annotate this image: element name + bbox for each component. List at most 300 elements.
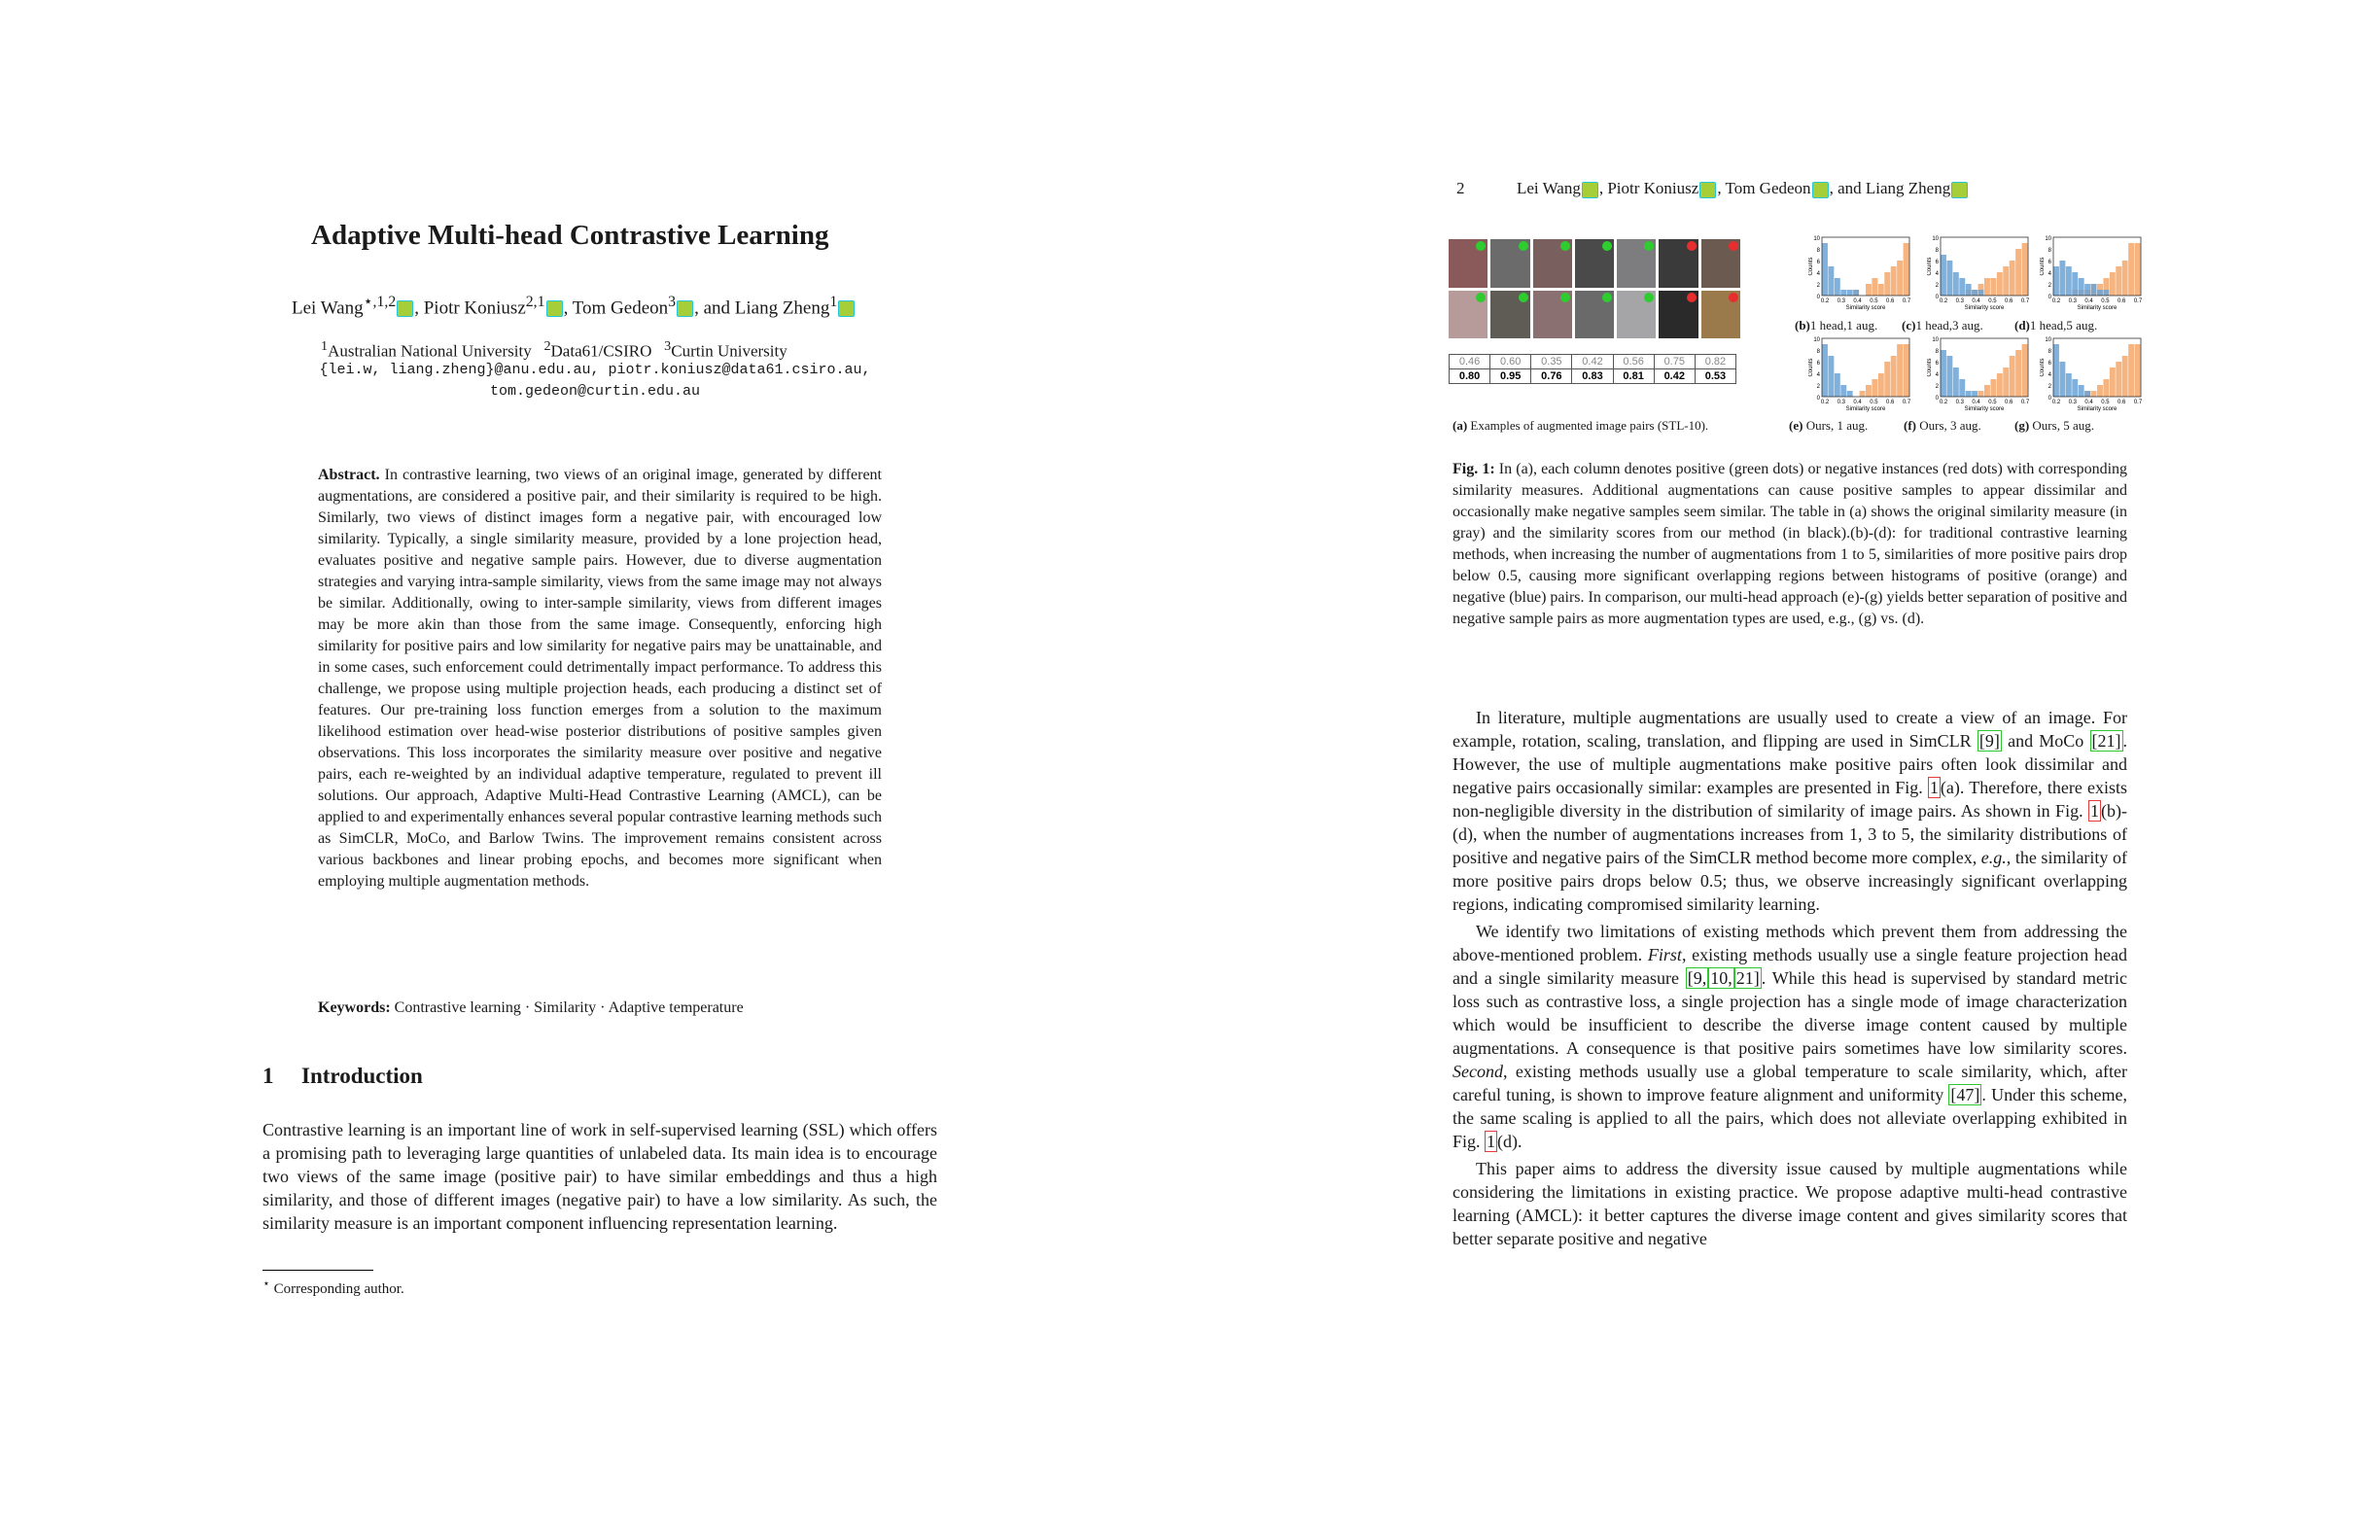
positive-bar: [2122, 356, 2128, 397]
table-cell: 0.46: [1450, 355, 1490, 369]
text-run: Second: [1452, 1062, 1503, 1081]
x-tick-label: 0.4: [1853, 400, 1862, 405]
y-tick-label: 2: [1935, 283, 1939, 289]
paragraph: This paper aims to address the diversity issue caused by multiple augmentations while considering the limitations in existing practice. We propose adaptive multi-head contrastive learning (AMCL): it better captures the diverse image content and gives similarity scores that better separate positive and negative: [1452, 1159, 2127, 1248]
x-tick-label: 0.3: [2068, 298, 2077, 304]
page-number: 2: [1456, 179, 1465, 197]
text-run: First: [1647, 945, 1682, 964]
email-line[interactable]: {lei.w, liang.zheng}@anu.edu.au, piotr.koniusz@data61.csiro.au,: [319, 362, 871, 378]
augmented-image-thumbnail: [1575, 291, 1614, 339]
positive-bar: [1904, 344, 1909, 397]
table-cell: 0.53: [1695, 369, 1735, 384]
y-tick-label: 0: [1816, 295, 1820, 300]
negative-dot: [1687, 241, 1697, 251]
text-run: and MoCo: [2001, 731, 2090, 751]
positive-bar: [2010, 356, 2015, 397]
positive-dot: [1644, 241, 1654, 251]
similarity-table: [1449, 354, 1736, 384]
y-tick-label: 6: [2048, 361, 2051, 367]
y-tick-label: 8: [1816, 248, 1820, 254]
x-tick-label: 0.3: [2068, 400, 2077, 405]
x-tick-label: 0.7: [2020, 400, 2030, 405]
author-name: Piotr Koniusz: [1607, 179, 1699, 197]
y-tick-label: 10: [1813, 337, 1820, 343]
negative-bar: [2072, 379, 2078, 397]
x-tick-label: 0.3: [1837, 298, 1845, 304]
x-tick-label: 0.7: [2133, 400, 2143, 405]
x-tick-label: 0.2: [1820, 298, 1830, 304]
table-cell: 0.82: [1695, 355, 1735, 369]
similarity-histogram: [1808, 334, 1911, 414]
positive-dot: [1602, 293, 1612, 302]
intro-paragraph: Contrastive learning is an important line of work in self-supervised learning (SSL) which offers a promising path to leveraging large quantities of unlabeled data. Its main idea is to encourage two views of the same image (positive pair) to have similar embeddings and thus a high similarity, and those of different images (negative pair) to have a low similarity. As such, the similarity measure is an important component influencing representation learning.: [262, 1120, 937, 1233]
author-separator: ,: [414, 298, 424, 319]
author-name: Lei Wang: [292, 298, 364, 319]
y-tick-label: 4: [1935, 271, 1939, 277]
email-line[interactable]: tom.gedeon@curtin.edu.au: [489, 383, 701, 400]
y-axis-label: Counts: [1808, 257, 1814, 276]
positive-bar: [2003, 266, 2009, 296]
affil-sup: 2: [543, 338, 551, 354]
x-tick-label: 0.7: [2020, 298, 2030, 304]
citation-link[interactable]: [47]: [1950, 1085, 1980, 1104]
augmented-image-thumbnail: [1490, 291, 1529, 339]
text-run: , the similarity of more positive pairs drops below 0.5; thus, we observe increasingly significant overlapping regions, indicating compromised similarity learning.: [1452, 848, 2128, 914]
augmented-image-thumbnail: [1575, 239, 1614, 288]
negative-bar: [1941, 350, 1946, 397]
subcaption-g: [2014, 418, 2094, 434]
author-separator: ,: [1717, 179, 1726, 197]
author-sup: 3: [668, 294, 677, 310]
subcaption-label: (g): [2014, 418, 2030, 433]
positive-dot: [1519, 293, 1528, 302]
positive-bar: [1891, 266, 1897, 296]
negative-bar: [1822, 243, 1828, 296]
positive-bar: [2116, 266, 2121, 296]
augmented-image-thumbnail: [1533, 291, 1572, 339]
author-name: Tom Gedeon: [1725, 179, 1811, 197]
subcaption-text: Ours, 3 aug.: [1919, 418, 1981, 433]
text-run: (d).: [1497, 1132, 1522, 1151]
negative-bar: [2084, 284, 2090, 296]
positive-bar: [1872, 379, 1877, 397]
y-tick-label: 8: [1935, 349, 1939, 355]
positive-dot: [1644, 293, 1654, 302]
y-tick-label: 2: [2048, 384, 2051, 390]
y-tick-label: 0: [2048, 396, 2051, 402]
augmented-image-thumbnail: [1449, 291, 1488, 339]
text-run: (b)-(d), when the number of augmentations increases from 1, 3 to 5, the similarity distributions of positive and negative pairs of the SimCLR method become more complex,: [1452, 801, 2127, 867]
y-tick-label: 2: [2048, 283, 2051, 289]
text-run: . While this head is supervised by standard metric loss such as contrastive loss, a single projection has a single mode of image characterization which would be insufficient to describe the diverse image content caused by multiple augmentations. A consequence is that positive pairs sometimes have low similarity scores.: [1452, 968, 2127, 1058]
subcaption-label: (f): [1904, 418, 1916, 433]
x-tick-label: 0.6: [2005, 298, 2013, 304]
negative-bar: [2091, 284, 2097, 296]
y-axis-label: Counts: [2040, 358, 2046, 377]
text-run: , existing methods usually use a global temperature to scale similarity, which, after careful tuning, is shown to improve feature alignment and uniformity: [1452, 1062, 2127, 1104]
x-axis-label: Similarity score: [1845, 305, 1886, 311]
negative-bar: [2053, 266, 2059, 296]
subcaption-text: 1 head,3 aug.: [1915, 318, 1983, 332]
running-head: [1517, 179, 1969, 198]
orcid-icon[interactable]: [1951, 182, 1968, 198]
y-tick-label: 4: [1816, 271, 1820, 277]
x-tick-label: 0.4: [1853, 298, 1862, 304]
y-tick-label: 10: [2045, 337, 2051, 343]
positive-dot: [1560, 293, 1570, 302]
ours-similarity-row: [1450, 369, 1736, 384]
orcid-icon[interactable]: [1582, 182, 1598, 198]
positive-bar: [1990, 379, 1996, 397]
affiliation: Australian National University: [328, 341, 532, 361]
positive-bar: [2003, 368, 2009, 397]
augmented-image-thumbnail: [1659, 239, 1698, 288]
positive-bar: [1897, 261, 1903, 296]
augmented-image-thumbnail: [1701, 291, 1740, 339]
table-cell: 0.80: [1450, 369, 1490, 384]
negative-bar: [1847, 391, 1853, 397]
affiliation: Curtin University: [671, 341, 788, 361]
x-tick-label: 0.2: [2051, 298, 2061, 304]
positive-dot: [1519, 241, 1528, 251]
x-tick-label: 0.5: [1870, 298, 1878, 304]
negative-bar: [1972, 391, 1978, 397]
subcaption-text: Ours, 1 aug.: [1805, 418, 1869, 433]
positive-bar: [2110, 272, 2116, 296]
positive-bar: [1978, 391, 1984, 397]
x-axis-label: Similarity score: [2077, 406, 2118, 412]
x-tick-label: 0.7: [1902, 400, 1911, 405]
x-axis-label: Similarity score: [2077, 305, 2118, 311]
subcaption-text: Ours, 5 aug.: [2032, 418, 2094, 433]
author-separator: , and: [694, 298, 735, 319]
subcaption-label: (a): [1452, 418, 1468, 433]
y-tick-label: 10: [1932, 337, 1939, 343]
augmented-image-thumbnail: [1533, 239, 1572, 288]
negative-bar: [1959, 379, 1965, 397]
negative-bar: [2072, 272, 2078, 296]
author-sup: 2,1: [525, 294, 545, 310]
x-tick-label: 0.3: [1955, 298, 1964, 304]
table-cell: 0.75: [1654, 355, 1695, 369]
y-tick-label: 8: [2048, 349, 2051, 355]
negative-bar: [1835, 278, 1840, 296]
subcaption-f: [1904, 418, 1981, 434]
subcaption-text: 1 head,1 aug.: [1809, 318, 1878, 332]
positive-bar: [1872, 278, 1877, 296]
negative-bar: [1822, 344, 1828, 397]
augmented-image-thumbnail: [1449, 239, 1488, 288]
negative-bar: [2059, 261, 2065, 296]
footnote-mark: ⋆: [262, 1277, 270, 1290]
positive-bar: [1884, 272, 1890, 296]
table-cell: 0.83: [1572, 369, 1613, 384]
positive-bar: [2010, 261, 2015, 296]
positive-bar: [2128, 243, 2134, 296]
author-separator: , and: [1829, 179, 1866, 197]
figure-ref-link[interactable]: 1: [1929, 778, 1939, 797]
y-tick-label: 6: [1816, 361, 1820, 367]
negative-bar: [1840, 290, 1846, 296]
positive-bar: [1860, 391, 1866, 397]
affil-sup: 3: [664, 338, 672, 354]
positive-bar: [1997, 373, 2003, 397]
positive-bar: [2122, 261, 2128, 296]
y-axis-label: Counts: [1927, 257, 1933, 276]
negative-bar: [1953, 272, 1959, 296]
figure-label: Fig. 1:: [1452, 461, 1495, 477]
author-name: Liang Zheng: [1865, 179, 1951, 197]
y-tick-label: 10: [2045, 236, 2051, 242]
positive-bar: [2116, 362, 2121, 397]
negative-bar: [2066, 266, 2072, 296]
citation-link[interactable]: [21]: [2091, 731, 2121, 751]
y-tick-label: 4: [2048, 372, 2051, 378]
negative-bar: [1853, 290, 1859, 296]
positive-dot: [1476, 293, 1486, 302]
x-axis-label: Similarity score: [1964, 305, 2005, 311]
negative-dot: [1729, 293, 1738, 302]
figure-ref-link[interactable]: 1: [2090, 801, 2100, 821]
positive-bar: [2015, 350, 2021, 397]
negative-bar: [1972, 290, 1978, 296]
orcid-icon[interactable]: [1699, 182, 1716, 198]
section-number: 1: [262, 1064, 274, 1088]
negative-bar: [1946, 261, 1952, 296]
negative-bar: [1946, 356, 1952, 397]
affiliation: Data61/CSIRO: [550, 341, 652, 361]
x-tick-label: 0.6: [2118, 400, 2126, 405]
x-tick-label: 0.5: [1988, 298, 1997, 304]
positive-bar: [2091, 391, 2097, 397]
y-tick-label: 4: [2048, 271, 2051, 277]
citation-link[interactable]: 21]: [1735, 968, 1760, 988]
abstract-label: Abstract.: [318, 467, 380, 483]
y-tick-label: 0: [1935, 396, 1939, 402]
negative-dot: [1687, 293, 1697, 302]
positive-bar: [1878, 284, 1884, 296]
augmented-image-thumbnail: [1701, 239, 1740, 288]
positive-bar: [1866, 284, 1872, 296]
x-tick-label: 0.2: [1939, 298, 1948, 304]
table-cell: 0.35: [1531, 355, 1572, 369]
positive-bar: [1990, 278, 1996, 296]
y-tick-label: 6: [1935, 260, 1939, 265]
subcaption-text: Examples of augmented image pairs (STL-10).: [1470, 418, 1709, 433]
y-tick-label: 8: [2048, 248, 2051, 254]
author-name: Lei Wang: [1517, 179, 1581, 197]
negative-dot: [1729, 241, 1738, 251]
x-tick-label: 0.2: [1820, 400, 1830, 405]
table-cell: 0.81: [1613, 369, 1654, 384]
x-tick-label: 0.4: [1972, 400, 1980, 405]
y-tick-label: 2: [1935, 384, 1939, 390]
x-axis-label: Similarity score: [1845, 406, 1886, 412]
x-tick-label: 0.2: [1939, 400, 1948, 405]
author-separator: ,: [1598, 179, 1608, 197]
x-tick-label: 0.5: [2101, 400, 2110, 405]
citation-link[interactable]: [9,: [1687, 968, 1707, 988]
positive-bar: [2022, 344, 2028, 397]
negative-bar: [1847, 290, 1853, 296]
similarity-histogram: [1927, 334, 2030, 414]
positive-bar: [1904, 243, 1909, 296]
negative-bar: [1959, 278, 1965, 296]
y-tick-label: 10: [1932, 236, 1939, 242]
affil-sup: 1: [321, 338, 329, 354]
table-cell: 0.42: [1654, 369, 1695, 384]
negative-bar: [1941, 255, 1946, 296]
author-name: Piotr Koniusz: [423, 298, 526, 319]
positive-bar: [1891, 356, 1897, 397]
subcaption-a: [1452, 418, 1708, 434]
positive-bar: [2022, 243, 2028, 296]
negative-bar: [1966, 391, 1972, 397]
body-text: [1452, 706, 2127, 1250]
abstract-text: In contrastive learning, two views of an original image, generated by different augmentations, are considered a positive pair, and their similarity is required to be high. Similarly, two views of distinct images form a negative pair, with encouraged low similarity. Typically, a single similarity measure, provided by a lone projection head, evaluates positive and negative sample pairs. However, due to diverse augmentation strategies and varying intra-sample similarity, views from the same image may not always be similar. Additionally, owing to inter-sample similarity, views from different images may be more akin than those from the same image. Consequently, enforcing high similarity for positive pairs and low similarity for negative pairs may be unattainable, and in some cases, such enforcement could detrimentally impact performance. To address this challenge, we propose using multiple projection heads, each producing a distinct set of features. Our pre-training loss function emerges from a solution to the maximum likelihood estimation over head-wise posterior distributions of positive samples given observations. This loss incorporates the similarity measure over positive and negative pairs, each re-weighted by an individual adaptive temperature, regulated to prevent ill solutions. Our approach, Adaptive Multi-Head Contrastive Learning (AMCL), can be applied to and experimentally enhances several popular contrastive learning methods such as SimCLR, MoCo, and Barlow Twins. The improvement remains consistent across various backbones and linear probing epochs, and becomes more significant when employing multiple augmentation methods.: [318, 467, 883, 890]
text-run: , existing methods usually use a single feature projection head and a single similarity measure: [1452, 945, 2127, 988]
positive-bar: [2015, 249, 2021, 296]
orcid-icon[interactable]: [1812, 182, 1829, 198]
figure-caption-text: In (a), each column denotes positive (green dots) or negative instances (red dots) with corresponding similarity measures. Additional augmentations can cause positive samples to appear dissimilar and occasionally make negative samples seem similar. The table in (a) shows the original similarity measure (in gray) and the similarity scores from our method (in black).(b)-(d): for traditional contrastive learning methods, when increasing the number of augmentations from 1 to 5, similarities of more positive pairs drop below 0.5, causing more significant overlapping regions between histograms of positive (orange) and negative (blue) pairs. In comparison, our multi-head approach (e)-(g) yields better separation of positive and negative sample pairs as more augmentation types are used, e.g., (g) vs. (d).: [1452, 461, 2128, 627]
y-axis-label: Counts: [1927, 358, 1933, 377]
positive-dot: [1602, 241, 1612, 251]
section-title: Introduction: [301, 1064, 423, 1088]
negative-bar: [2059, 362, 2065, 397]
similarity-histogram: [1808, 233, 1911, 313]
text-run: We identify two limitations of existing methods which prevent them from addressing the above-mentioned problem.: [1452, 922, 2127, 964]
x-tick-label: 0.6: [1886, 298, 1895, 304]
paragraph: [1452, 706, 2127, 916]
x-tick-label: 0.7: [2133, 298, 2143, 304]
paragraph: [1452, 920, 2127, 1153]
y-tick-label: 6: [2048, 260, 2051, 265]
y-tick-label: 4: [1816, 372, 1820, 378]
positive-bar: [1866, 385, 1872, 397]
y-tick-label: 10: [1813, 236, 1820, 242]
negative-bar: [1835, 373, 1840, 397]
table-cell: 0.42: [1572, 355, 1613, 369]
subcaption-b: [1795, 318, 1877, 333]
negative-bar: [2053, 344, 2059, 397]
positive-bar: [1884, 362, 1890, 397]
x-tick-label: 0.4: [1972, 298, 1980, 304]
text-run: e.g.: [1980, 848, 2007, 867]
negative-bar: [2066, 373, 2072, 397]
positive-bar: [2103, 379, 2109, 397]
positive-bar: [1984, 278, 1990, 296]
positive-bar: [2135, 243, 2141, 296]
keywords-text: Contrastive learning · Similarity · Adaptive temperature: [394, 999, 744, 1016]
positive-bar: [2097, 385, 2103, 397]
negative-bar: [1828, 356, 1834, 397]
y-tick-label: 2: [1816, 384, 1820, 390]
augmented-image-thumbnail: [1617, 239, 1656, 288]
y-tick-label: 0: [1935, 295, 1939, 300]
text-run: (a). Therefore, there exists non-negligible diversity in the distribution of similarity of image pairs. As shown in Fig.: [1452, 778, 2127, 821]
paper-title: Adaptive Multi-head Contrastive Learning: [311, 220, 829, 251]
subcaption-label: (b): [1795, 318, 1810, 332]
figure-caption: [1452, 459, 2127, 630]
negative-bar: [2097, 290, 2103, 296]
x-tick-label: 0.7: [1902, 298, 1911, 304]
y-tick-label: 6: [1935, 361, 1939, 367]
positive-bar: [2110, 368, 2116, 397]
subcaption-label: (d): [2014, 318, 2030, 332]
x-tick-label: 0.5: [1870, 400, 1878, 405]
y-tick-label: 8: [1816, 349, 1820, 355]
subcaption-e: [1789, 418, 1868, 434]
positive-bar: [1984, 385, 1990, 397]
table-cell: 0.60: [1490, 355, 1531, 369]
figure-ref-link[interactable]: 1: [1487, 1132, 1496, 1151]
x-tick-label: 0.5: [2101, 298, 2110, 304]
positive-dot: [1476, 241, 1486, 251]
author-sup: 1: [829, 294, 838, 310]
subcaption-text: 1 head,5 aug.: [2029, 318, 2098, 332]
negative-bar: [2103, 290, 2109, 296]
negative-bar: [1966, 284, 1972, 296]
x-axis-label: Similarity score: [1964, 406, 2005, 412]
text-run: In literature, multiple augmentations are usually used to create a view of an image. For example, rotation, scaling, translation, and flipping are used in SimCLR: [1452, 708, 2127, 751]
x-tick-label: 0.6: [2005, 400, 2013, 405]
keywords-label: Keywords:: [318, 999, 391, 1016]
augmented-image-grid: [1449, 239, 1740, 338]
y-tick-label: 0: [2048, 295, 2051, 300]
citation-link[interactable]: 10,: [1710, 968, 1732, 988]
positive-dot: [1560, 241, 1570, 251]
similarity-histogram: [1927, 233, 2030, 313]
positive-bar: [1897, 344, 1903, 397]
augmented-image-thumbnail: [1490, 239, 1529, 288]
footnote-text: Corresponding author.: [273, 1281, 404, 1297]
y-tick-label: 4: [1935, 372, 1939, 378]
citation-link[interactable]: [9]: [1978, 731, 2000, 751]
negative-bar: [2084, 391, 2090, 397]
similarity-histogram: [2040, 334, 2143, 414]
author-name: Liang Zheng: [734, 298, 830, 319]
negative-bar: [1978, 290, 1984, 296]
positive-bar: [1878, 373, 1884, 397]
negative-bar: [2079, 278, 2084, 296]
similarity-histogram: [2040, 233, 2143, 313]
table-cell: 0.95: [1490, 369, 1531, 384]
positive-bar: [2128, 344, 2134, 397]
augmented-image-thumbnail: [1617, 291, 1656, 339]
negative-bar: [1953, 368, 1959, 397]
subcaption-label: (c): [1902, 318, 1916, 332]
negative-bar: [1840, 385, 1846, 397]
x-tick-label: 0.4: [2084, 400, 2093, 405]
x-tick-label: 0.2: [2051, 400, 2061, 405]
subcaption-d: [2014, 318, 2097, 333]
y-tick-label: 2: [1816, 283, 1820, 289]
x-tick-label: 0.4: [2084, 298, 2093, 304]
author-sup: ⋆,1,2: [363, 294, 397, 310]
x-tick-label: 0.6: [1886, 400, 1895, 405]
text-run: . However, the use of multiple augmentations make positive pairs often look dissimilar and negative pairs occasionally similar: examples are presented in Fig.: [1452, 731, 2128, 797]
author-name: Tom Gedeon: [572, 298, 669, 319]
positive-bar: [1997, 272, 2003, 296]
table-cell: 0.56: [1613, 355, 1654, 369]
negative-bar: [1828, 266, 1834, 296]
y-tick-label: 6: [1816, 260, 1820, 265]
y-tick-label: 8: [1935, 248, 1939, 254]
x-tick-label: 0.6: [2118, 298, 2126, 304]
y-tick-label: 0: [1816, 396, 1820, 402]
author-separator: ,: [563, 298, 573, 319]
x-tick-label: 0.3: [1955, 400, 1964, 405]
